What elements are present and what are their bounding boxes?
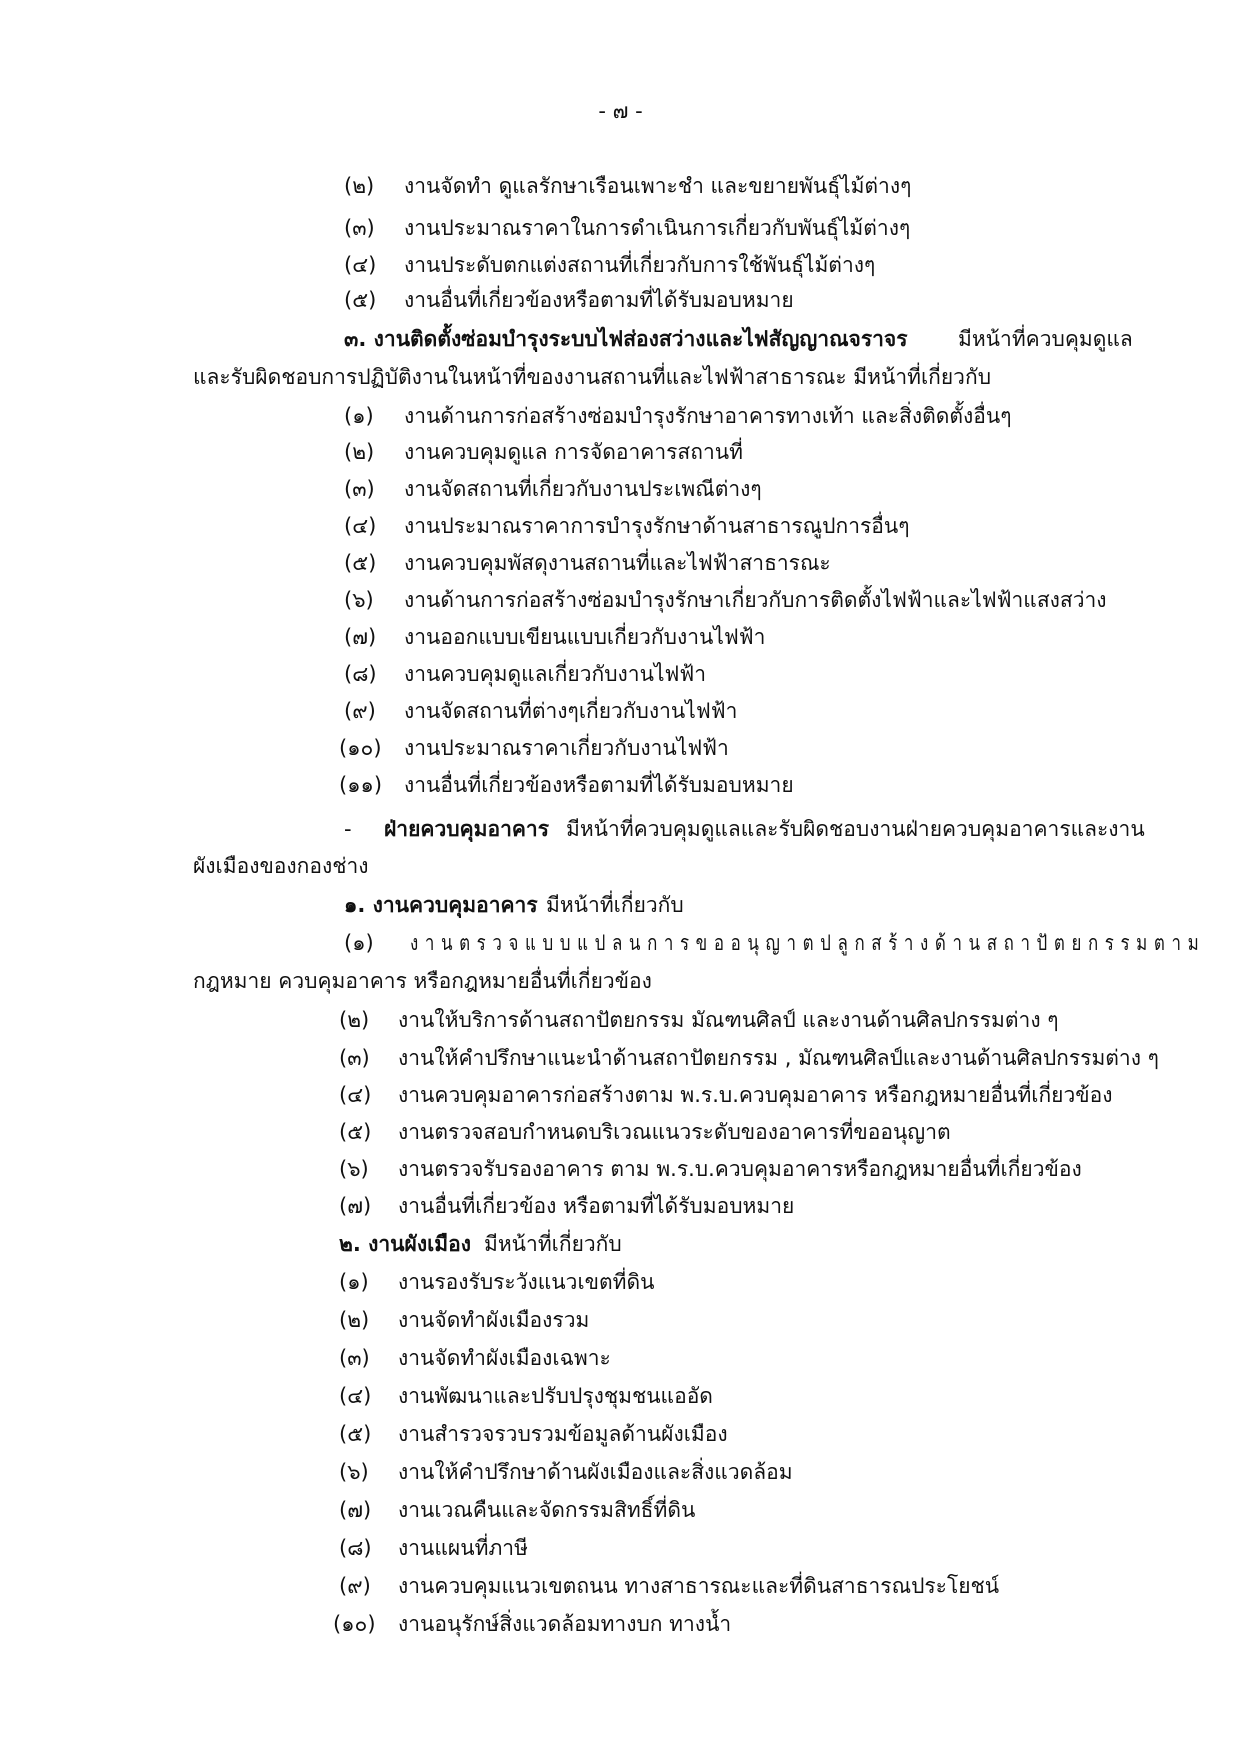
- item-number: (๔): [339, 1083, 372, 1107]
- item-number: (๑): [344, 404, 374, 428]
- item-number: (๔): [344, 514, 377, 538]
- item-text: งานพัฒนาและปรับปรุงชุมชนแออัด: [398, 1384, 713, 1408]
- item-text-cont: กฎหมาย ควบคุมอาคาร หรือกฎหมายอื่นที่เกี่ยวข้อง: [193, 969, 652, 993]
- item-text: งานให้บริการด้านสถาปัตยกรรม มัณฑนศิลป์ และงานด้านศิลปกรรมต่าง ๆ: [398, 1008, 1059, 1032]
- item-number: (๗): [344, 625, 377, 649]
- building-control-heading: ๑. งานควบคุมอาคาร: [344, 893, 538, 917]
- item-number: (๒): [344, 174, 375, 198]
- item-text: งานอนุรักษ์สิ่งแวดล้อมทางบก ทางน้ำ: [398, 1612, 732, 1636]
- item-number: (๙): [344, 699, 376, 723]
- item-text: งานควบคุมอาคารก่อสร้างตาม พ.ร.บ.ควบคุมอาคาร หรือกฎหมายอื่นที่เกี่ยวข้อง: [398, 1083, 1113, 1107]
- item-text: งานจัดทำ ดูแลรักษาเรือนเพาะชำ และขยายพันธุ์ไม้ต่างๆ: [404, 174, 912, 198]
- item-text: งานด้านการก่อสร้างซ่อมบำรุงรักษาเกี่ยวกับการติดตั้งไฟฟ้าและไฟฟ้าแสงสว่าง: [404, 588, 1107, 612]
- item-text: งานตรวจแบบแปลนการขออนุญาตปลูกสร้างด้านสถาปัตยกรรมตาม: [410, 931, 1206, 955]
- item-text: งานรองรับระวังแนวเขตที่ดิน: [398, 1270, 655, 1294]
- item-number: (๖): [344, 588, 374, 612]
- town-planning-heading-tail: มีหน้าที่เกี่ยวกับ: [484, 1232, 622, 1256]
- item-number: (๑): [339, 1270, 369, 1294]
- item-number: (๖): [339, 1460, 369, 1484]
- item-text: งานให้คำปรึกษาแนะนำด้านสถาปัตยกรรม , มัณฑนศิลป์และงานด้านศิลปกรรมต่าง ๆ: [398, 1046, 1159, 1070]
- item-number: (๙): [339, 1574, 371, 1598]
- item-number: (๒): [339, 1308, 370, 1332]
- item-text: งานควบคุมพัสดุงานสถานที่และไฟฟ้าสาธารณะ: [404, 551, 831, 575]
- page-number: - ๗ -: [598, 99, 643, 123]
- item-number: (๗): [339, 1194, 372, 1218]
- item-text: งานประมาณราคาการบำรุงรักษาด้านสาธารณูปการอื่นๆ: [404, 514, 910, 538]
- item-number: (๑): [344, 931, 374, 955]
- item-number: (๔): [344, 253, 377, 277]
- item-text: งานอื่นที่เกี่ยวข้องหรือตามที่ได้รับมอบหมาย: [404, 288, 794, 312]
- item-text: งานควบคุมดูแลเกี่ยวกับงานไฟฟ้า: [404, 662, 707, 686]
- town-planning-heading: ๒. งานผังเมือง: [339, 1232, 471, 1256]
- item-number: (๕): [344, 288, 377, 312]
- item-number: (๒): [339, 1008, 370, 1032]
- item-text: งานควบคุมดูแล การจัดอาคารสถานที่: [404, 440, 743, 464]
- item-number: (๕): [339, 1120, 372, 1144]
- item-text: งานประดับตกแต่งสถานที่เกี่ยวกับการใช้พันธุ์ไม้ต่างๆ: [404, 253, 876, 277]
- item-number: (๑๑): [339, 773, 383, 797]
- item-text: งานอื่นที่เกี่ยวข้อง หรือตามที่ได้รับมอบหมาย: [398, 1194, 795, 1218]
- item-number: (๑๐): [339, 736, 382, 760]
- item-number: (๘): [339, 1536, 372, 1560]
- item-number: (๘): [344, 662, 377, 686]
- division-dash: -: [344, 817, 352, 841]
- item-text: งานจัดสถานที่เกี่ยวกับงานประเพณีต่างๆ: [404, 477, 762, 501]
- item-text: งานจัดทำผังเมืองรวม: [398, 1308, 590, 1332]
- item-number: (๗): [339, 1498, 372, 1522]
- item-number: (๖): [339, 1157, 369, 1181]
- division-description: มีหน้าที่ควบคุมดูแลและรับผิดชอบงานฝ่ายควบคุมอาคารและงาน: [566, 817, 1145, 841]
- item-text: งานให้คำปรึกษาด้านผังเมืองและสิ่งแวดล้อม: [398, 1460, 793, 1484]
- item-text: งานตรวจสอบกำหนดบริเวณแนวระดับของอาคารที่ขออนุญาต: [398, 1120, 951, 1144]
- item-number: (๑๐): [333, 1612, 376, 1636]
- item-number: (๕): [344, 551, 377, 575]
- item-text: งานควบคุมแนวเขตถนน ทางสาธารณะและที่ดินสาธารณประโยชน์: [398, 1574, 1000, 1598]
- section-3-heading-tail: มีหน้าที่ควบคุมดูแล: [958, 327, 1133, 351]
- item-text: งานสำรวจรวบรวมข้อมูลด้านผังเมือง: [398, 1422, 728, 1446]
- item-number: (๓): [344, 477, 375, 501]
- item-text: งานตรวจรับรองอาคาร ตาม พ.ร.บ.ควบคุมอาคารหรือกฎหมายอื่นที่เกี่ยวข้อง: [398, 1157, 1082, 1181]
- division-title: ฝ่ายควบคุมอาคาร: [384, 817, 549, 841]
- item-number: (๕): [339, 1422, 372, 1446]
- item-text: งานเวณคืนและจัดกรรมสิทธิ์ที่ดิน: [398, 1498, 696, 1522]
- item-text: งานจัดสถานที่ต่างๆเกี่ยวกับงานไฟฟ้า: [404, 699, 738, 723]
- item-number: (๓): [339, 1346, 370, 1370]
- item-text: งานจัดทำผังเมืองเฉพาะ: [398, 1346, 611, 1370]
- item-number: (๔): [339, 1384, 372, 1408]
- item-number: (๒): [344, 440, 375, 464]
- item-text: งานประมาณราคาในการดำเนินการเกี่ยวกับพันธุ์ไม้ต่างๆ: [404, 216, 911, 240]
- section-3-description: และรับผิดชอบการปฏิบัติงานในหน้าที่ของงานสถานที่และไฟฟ้าสาธารณะ มีหน้าที่เกี่ยวกับ: [193, 365, 992, 389]
- building-control-heading-tail: มีหน้าที่เกี่ยวกับ: [546, 893, 684, 917]
- division-description-cont: ผังเมืองของกองช่าง: [193, 854, 369, 878]
- item-text: งานแผนที่ภาษี: [398, 1536, 528, 1560]
- section-3-heading: ๓. งานติดตั้งซ่อมบำรุงระบบไฟส่องสว่างและไฟสัญญาณจราจร: [344, 327, 908, 351]
- item-number: (๓): [344, 216, 375, 240]
- item-text: งานด้านการก่อสร้างซ่อมบำรุงรักษาอาคารทางเท้า และสิ่งติดตั้งอื่นๆ: [404, 404, 1012, 428]
- item-text: งานอื่นที่เกี่ยวข้องหรือตามที่ได้รับมอบหมาย: [404, 773, 794, 797]
- item-text: งานออกแบบเขียนแบบเกี่ยวกับงานไฟฟ้า: [404, 625, 766, 649]
- item-text: งานประมาณราคาเกี่ยวกับงานไฟฟ้า: [404, 736, 729, 760]
- item-number: (๓): [339, 1046, 370, 1070]
